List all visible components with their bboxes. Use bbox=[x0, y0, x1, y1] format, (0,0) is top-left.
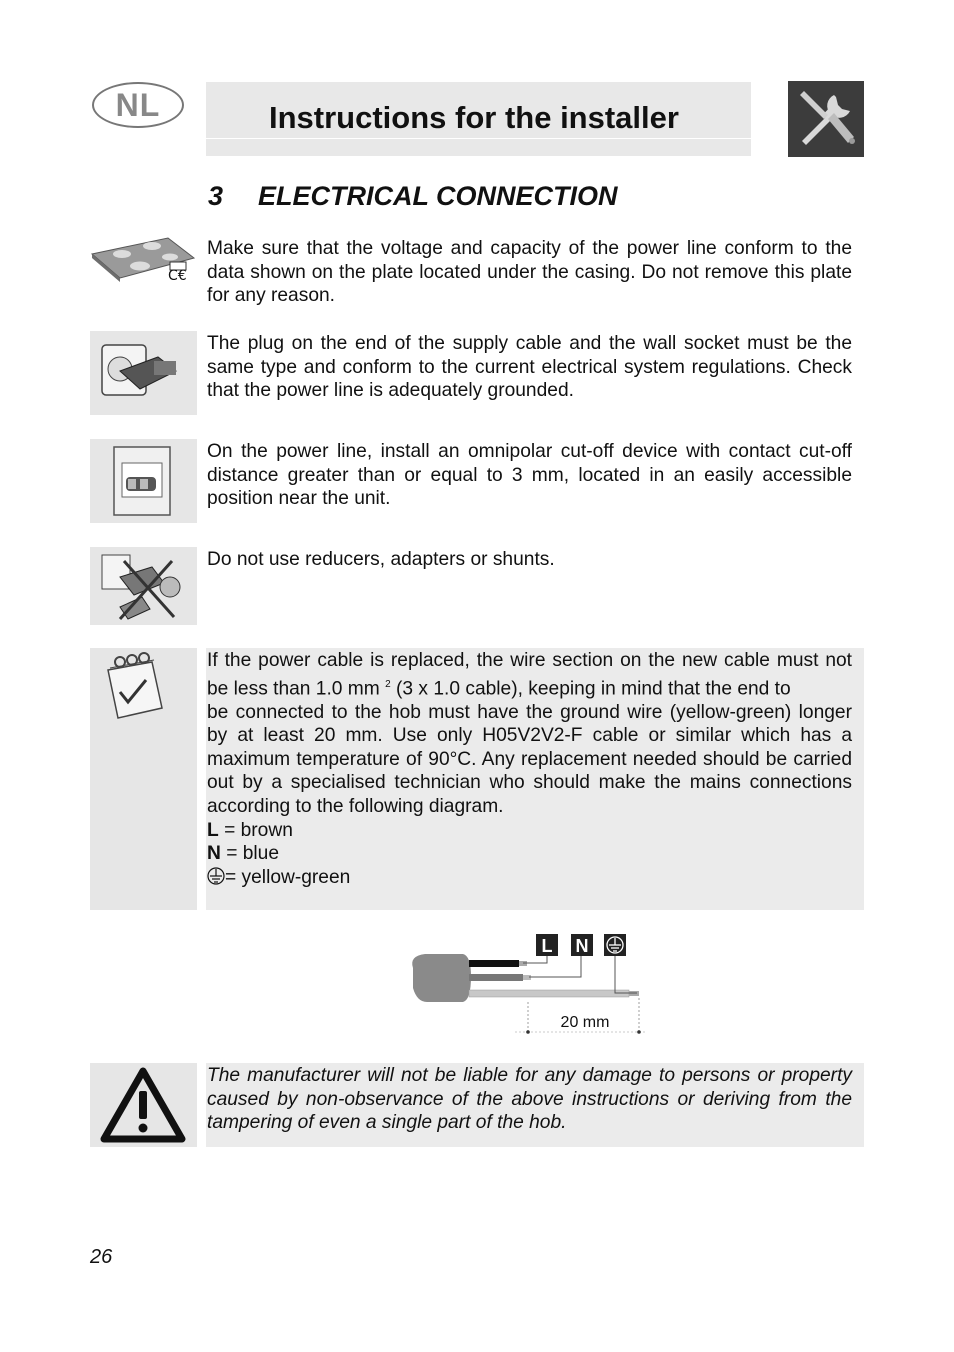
ground-symbol-icon bbox=[207, 867, 225, 885]
legend-ground bbox=[207, 866, 852, 890]
cable-text-part2: (3 x 1.0 cable), keeping in mind that the end to bbox=[396, 677, 791, 699]
legend-n-key: N bbox=[207, 843, 221, 865]
paragraph-cutoff: On the power line, install an omnipolar cut-off device with contact cut-off distance greater than or equal to 3 mm, located in an easily accessible position near the unit. bbox=[207, 441, 852, 510]
wire-label-l: L bbox=[541, 936, 553, 956]
paragraph-voltage: Make sure that the voltage and capacity of the power line conform to the data shown on the plate located under the casing. Do not remove this plate for any reason. bbox=[207, 238, 852, 307]
dimension-label: 20 mm bbox=[560, 1014, 610, 1031]
legend-n bbox=[207, 842, 852, 866]
header-divider bbox=[206, 138, 751, 139]
wiring-diagram bbox=[405, 928, 650, 1038]
warning-text: The manufacturer will not be liable for any damage to persons or property caused by non-observance of the above instructions or deriving from the tampering of even a single part of the hob. bbox=[207, 1065, 852, 1134]
tools-icon bbox=[788, 81, 864, 157]
no-adapter-icon bbox=[90, 547, 197, 625]
notebook-icon-panel bbox=[90, 648, 197, 910]
legend-l bbox=[207, 819, 852, 843]
svg-text:C€: C€ bbox=[168, 268, 187, 284]
warning-triangle-icon bbox=[90, 1063, 197, 1147]
legend-n-value: = blue bbox=[220, 843, 280, 865]
section-number: 3 bbox=[208, 181, 224, 211]
page-title: Instructions for the installer bbox=[269, 100, 679, 135]
section-title: ELECTRICAL CONNECTION bbox=[258, 181, 618, 211]
wire-label-n: N bbox=[575, 936, 589, 956]
plug-socket-icon bbox=[90, 331, 197, 415]
language-badge: NL bbox=[92, 82, 184, 128]
squared-superscript: 2 bbox=[385, 678, 391, 690]
cable-text-part1: If the power cable is replaced, the wire section on the new cable must not be less than 1.0 mm bbox=[207, 650, 852, 699]
legend-ground-value: = yellow-green bbox=[225, 866, 351, 888]
cutoff-switch-icon bbox=[90, 439, 197, 523]
section-heading bbox=[208, 181, 618, 212]
header-banner bbox=[206, 82, 751, 156]
warning-icon-panel bbox=[90, 1063, 197, 1147]
paragraph-cable-replacement bbox=[207, 649, 852, 889]
paragraph-no-adapters: Do not use reducers, adapters or shunts. bbox=[207, 549, 555, 570]
paragraph-plug: The plug on the end of the supply cable and the wall socket must be the same type and conform to the current electrical system regulations. Check that the power line is adequately grounded. bbox=[207, 333, 852, 402]
legend-l-value: = brown bbox=[218, 819, 293, 841]
cable-text-part3: be connected to the hob must have the ground wire (yellow-green) longer by at least 20 mm. Use only H05V2V2-F cable or similar which has a maximum temperature of 90°C. Any replacement needed should be carried out by a specialised technician who should make the mains connections according to the following diagram. bbox=[207, 701, 852, 817]
hob-rating-plate-icon bbox=[90, 232, 197, 284]
page-number: 26 bbox=[90, 1246, 113, 1268]
legend-l-key: L bbox=[207, 819, 219, 841]
